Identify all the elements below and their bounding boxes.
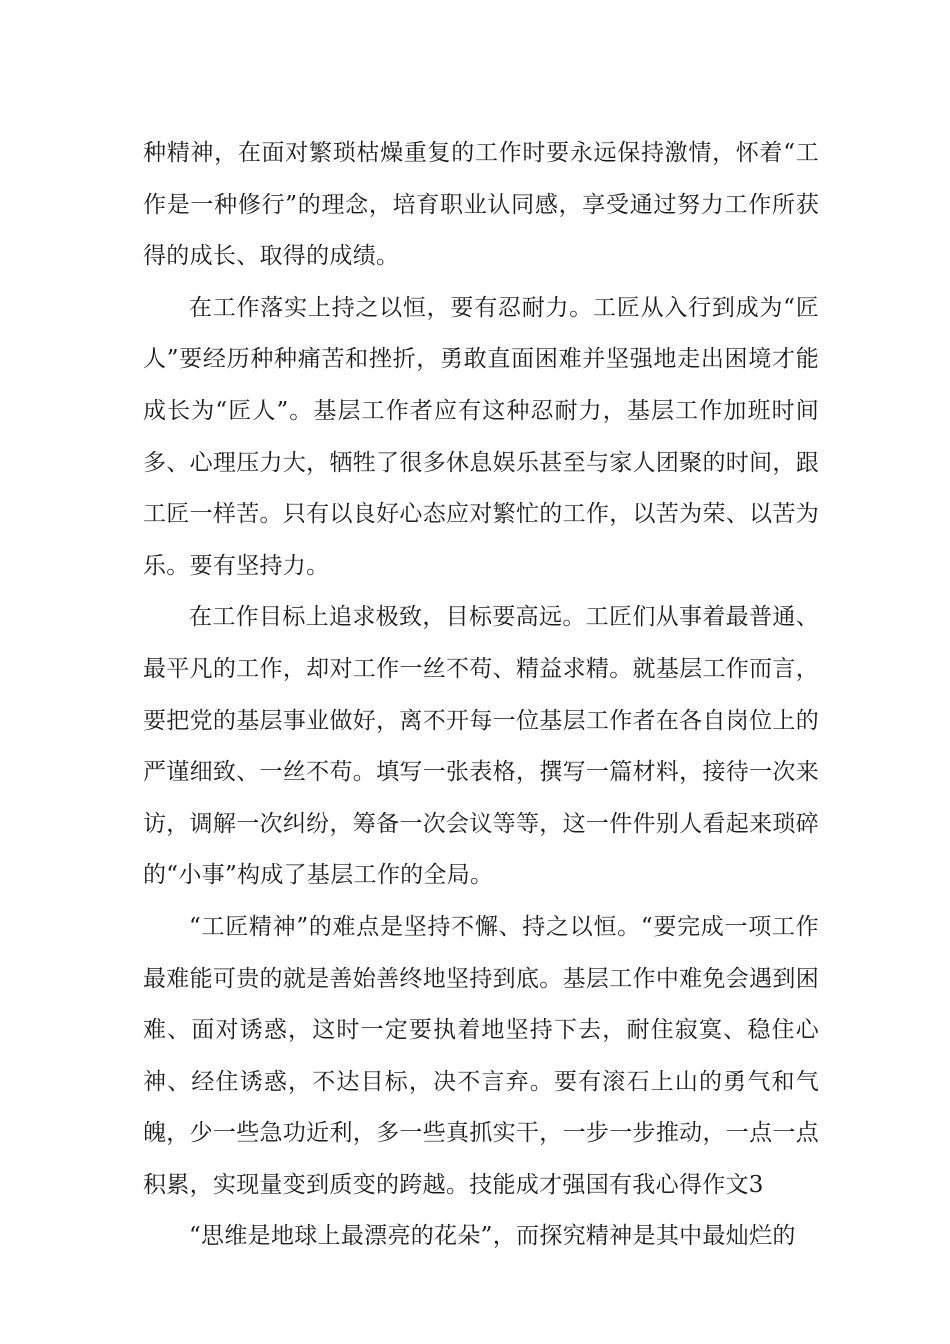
document-body bbox=[143, 128, 819, 1263]
paragraph-1: 种精神，在面对繁琐枯燥重复的工作时要永远保持激情，怀着“工作是一种修行”的理念，培育职业认同感，享受通过努力工作所获得的成长、取得的成绩。 bbox=[143, 140, 819, 270]
paragraph-5: “思维是地球上最漂亮的花朵”，而探究精神是其中最灿烂的 bbox=[189, 1223, 796, 1250]
paragraph-2: 在工作落实上持之以恒，要有忍耐力。工匠从入行到成为“匠人”要经历种种痛苦和挫折，勇敢直面困难并坚强地走出困境才能成长为“匠人”。基层工作者应有这种忍耐力，基层工作加班时间多、心理压力大，牺牲了很多休息娱乐甚至与家人团聚的时间，跟工匠一样苦。只有以良好心态应对繁忙的工作，以苦为荣、以苦为乐。要有坚持力。 bbox=[143, 294, 819, 579]
paragraph-4: “工匠精神”的难点是坚持不懈、持之以恒。“要完成一项工作最难能可贵的就是善始善终地坚持到底。基层工作中难免会遇到困难、面对诱惑，这时一定要执着地坚持下去，耐住寂寞、稳住心神、经住诱惑，不达目标，决不言弃。要有滚石上山的勇气和气魄，少一些急功近利，多一些真抓实干，一步一步推动，一点一点积累，实现量变到质变的跨越。技能成才强国有我心得作文3 bbox=[143, 913, 819, 1198]
paragraph-3: 在工作目标上追求极致，目标要高远。工匠们从事着最普通、最平凡的工作，却对工作一丝不苟、精益求精。就基层工作而言，要把党的基层事业做好，离不开每一位基层工作者在各自岗位上的严谨细致、一丝不苟。填写一张表格，撰写一篇材料，接待一次来访，调解一次纠纷，筹备一次会议等等，这一件件别人看起来琐碎的“小事”构成了基层工作的全局。 bbox=[143, 604, 819, 889]
